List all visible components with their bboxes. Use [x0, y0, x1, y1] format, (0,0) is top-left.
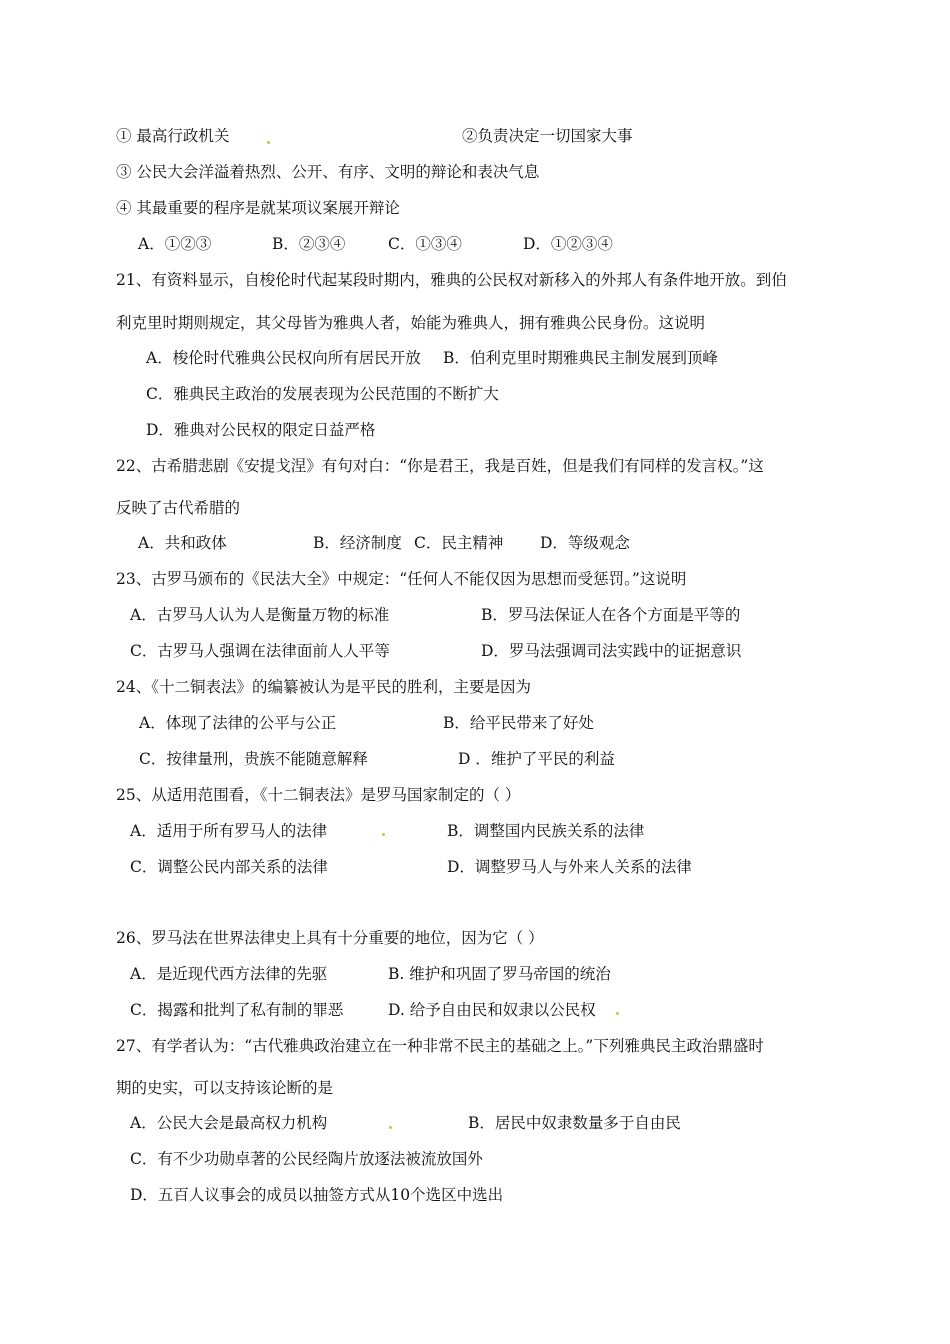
pre-option-a: A．①②③	[138, 235, 212, 253]
statement-3: ③ 公民大会洋溢着热烈、公开、有序、文明的辩论和表决气息	[116, 163, 540, 181]
q26-option-b: B. 维护和巩固了罗马帝国的统治	[388, 965, 611, 983]
pre-option-b: B．②③④	[272, 235, 346, 253]
q23-option-a: A．古罗马人认为人是衡量万物的标准	[130, 606, 390, 624]
scan-speck	[616, 1012, 619, 1015]
q24-option-d: D ．维护了平民的利益	[458, 750, 615, 768]
q22-option-c: C．民主精神	[414, 534, 504, 552]
q23-option-c: C．古罗马人强调在法律面前人人平等	[130, 642, 390, 660]
q22-option-a: A．共和政体	[138, 534, 227, 552]
q26-stem: 26、罗马法在世界法律史上具有十分重要的地位，因为它（ ）	[116, 929, 544, 947]
q21-option-b: B．伯利克里时期雅典民主制发展到顶峰	[443, 349, 718, 367]
statement-4: ④ 其最重要的程序是就某项议案展开辩论	[116, 199, 400, 217]
q21-stem-line2: 利克里时期则规定，其父母皆为雅典人者，始能为雅典人，拥有雅典公民身份。这说明	[116, 314, 706, 332]
q24-stem: 24、《十二铜表法》的编纂被认为是平民的胜利，主要是因为	[116, 678, 531, 696]
q27-option-a: A．公民大会是最高权力机构	[130, 1114, 328, 1132]
q25-option-c: C．调整公民内部关系的法律	[130, 858, 328, 876]
scan-speck	[267, 141, 270, 144]
statement-1: ① 最高行政机关	[116, 127, 230, 145]
q22-stem-line2: 反映了古代希腊的	[116, 499, 241, 517]
q25-option-b: B．调整国内民族关系的法律	[447, 822, 645, 840]
q21-option-a: A．梭伦时代雅典公民权向所有居民开放	[146, 349, 421, 367]
q27-option-b: B．居民中奴隶数量多于自由民	[468, 1114, 681, 1132]
q21-option-c: C．雅典民主政治的发展表现为公民范围的不断扩大	[146, 385, 499, 403]
pre-option-c: C．①③④	[388, 235, 462, 253]
q23-option-d: D．罗马法强调司法实践中的证据意识	[481, 642, 742, 660]
q22-option-d: D．等级观念	[540, 534, 630, 552]
q27-stem-line2: 期的史实，可以支持该论断的是	[116, 1079, 334, 1097]
q21-option-d: D．雅典对公民权的限定日益严格	[146, 421, 376, 439]
scan-speck	[389, 1126, 392, 1129]
q26-option-d: D. 给予自由民和奴隶以公民权	[388, 1001, 596, 1019]
q24-option-a: A．体现了法律的公平与公正	[139, 714, 337, 732]
q23-stem: 23、古罗马颁布的《民法大全》中规定：“任何人不能仅因为思想而受惩罚。”这说明	[116, 570, 687, 588]
q26-option-a: A．是近现代西方法律的先驱	[130, 965, 328, 983]
q26-option-c: C．揭露和批判了私有制的罪恶	[130, 1001, 344, 1019]
q27-option-d: D．五百人议事会的成员以抽签方式从10个选区中选出	[130, 1186, 504, 1204]
q25-option-d: D．调整罗马人与外来人关系的法律	[447, 858, 692, 876]
q24-option-b: B．给平民带来了好处	[443, 714, 594, 732]
pre-option-d: D．①②③④	[523, 235, 613, 253]
q25-stem: 25、从适用范围看，《十二铜表法》是罗马国家制定的（ ）	[116, 786, 521, 804]
q23-option-b: B．罗马法保证人在各个方面是平等的	[481, 606, 741, 624]
q27-stem-line1: 27、有学者认为：“古代雅典政治建立在一种非常不民主的基础之上。”下列雅典民主政治鼎盛时	[116, 1037, 764, 1055]
q22-option-b: B．经济制度	[313, 534, 402, 552]
q25-option-a: A．适用于所有罗马人的法律	[130, 822, 328, 840]
scan-speck	[382, 833, 385, 836]
q24-option-c: C．按律量刑，贵族不能随意解释	[139, 750, 368, 768]
q27-option-c: C．有不少功勋卓著的公民经陶片放逐法被流放国外	[130, 1150, 483, 1168]
q22-stem-line1: 22、古希腊悲剧《安提戈涅》有句对白：“你是君王，我是百姓，但是我们有同样的发言权。”这	[116, 457, 764, 475]
q21-stem-line1: 21、有资料显示，自梭伦时代起某段时期内，雅典的公民权对新移入的外邦人有条件地开放。到伯	[116, 271, 787, 289]
statement-2: ②负责决定一切国家大事	[462, 127, 633, 145]
